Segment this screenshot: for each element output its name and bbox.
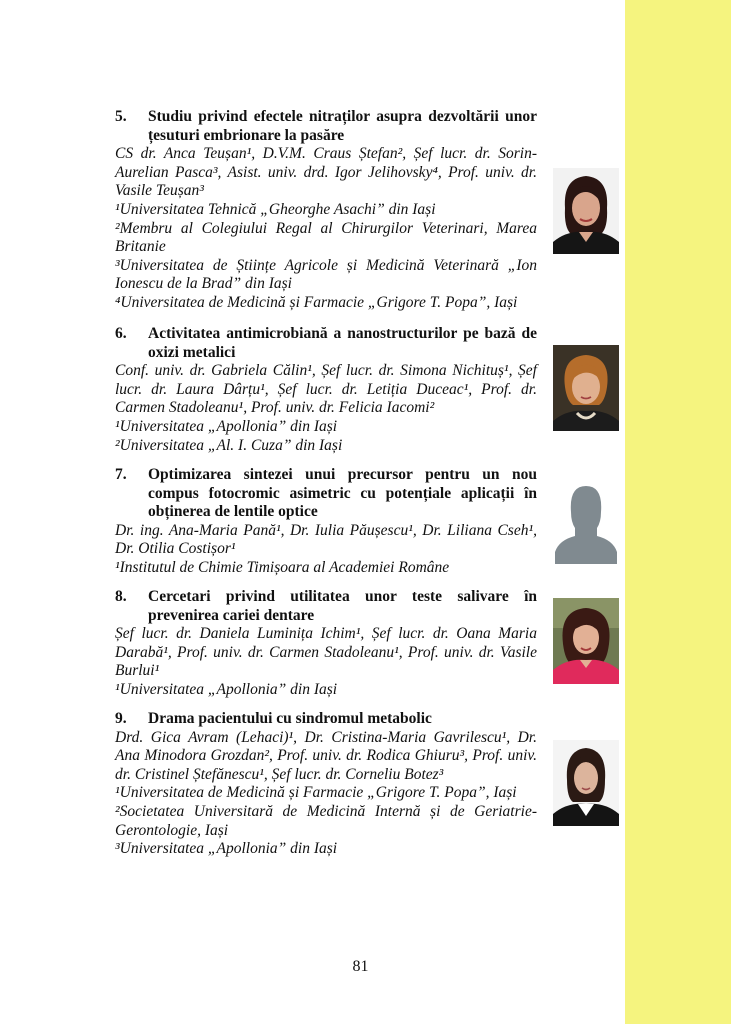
entry-authors: CS dr. Anca Teușan¹, D.V.M. Craus Ștefan², Șef lucr. dr. Sorin-Aurelian Pasca³, Asist. univ. drd. Igor Jelihovsky⁴, Prof. univ. dr. Vasile Teușan³ (115, 145, 537, 200)
entry-authors: Dr. ing. Ana-Maria Pană¹, Dr. Iulia Păușescu¹, Dr. Liliana Cseh¹, Dr. Otilia Costișor¹ (115, 521, 537, 558)
entry-number: 9. (115, 710, 127, 727)
entry-title (115, 466, 537, 522)
author-photo-5 (553, 168, 619, 254)
entry-title-text: Drama pacientului cu sindromul metabolic (148, 710, 432, 727)
abstract-entry-5 (115, 108, 537, 313)
entry-affiliation: ⁴Universitatea de Medicină și Farmacie „Grigore T. Popa”, Iași (115, 293, 518, 311)
entry-affiliation: ²Membru al Colegiului Regal al Chirurgilor Veterinari, Marea Britanie (115, 219, 537, 256)
entry-title-text: Cercetari privind utilitatea unor teste salivare în prevenirea cariei dentare (148, 588, 537, 624)
placeholder-silhouette-icon (553, 478, 619, 564)
portrait-photo (553, 740, 619, 826)
entry-number: 5. (115, 108, 127, 125)
entry-title (115, 588, 537, 625)
entry-title (115, 108, 537, 145)
entry-affiliation: ²Societatea Universitară de Medicină Internă și de Geriatrie-Gerontologie, Iași (115, 802, 537, 839)
abstract-entry-6 (115, 325, 537, 455)
entry-title (115, 710, 537, 729)
author-photo-8 (553, 598, 619, 684)
author-photo-7 (553, 478, 619, 564)
portrait-photo (553, 168, 619, 254)
entry-affiliation: ³Universitatea „Apollonia” din Iași (115, 840, 338, 858)
entry-affiliation: ¹Universitatea de Medicină și Farmacie „Grigore T. Popa”, Iași (115, 784, 517, 802)
entry-affiliation: ¹Institutul de Chimie Timișoara al Academiei Române (115, 558, 450, 576)
entry-affiliation: ²Universitatea „Al. I. Cuza” din Iași (115, 436, 343, 454)
entry-number: 8. (115, 588, 127, 605)
entry-title-text: Activitatea antimicrobiană a nanostructurilor pe bază de oxizi metalici (148, 325, 537, 361)
entry-title (115, 325, 537, 362)
entry-title-text: Optimizarea sintezei unui precursor pentru un nou compus fotocromic asimetric cu potențiale aplicații în obținerea de lentile optice (148, 466, 537, 521)
page-edge-sidebar (625, 0, 731, 1024)
entry-affiliation: ³Universitatea de Științe Agricole și Medicină Veterinară „Ion Ionescu de la Brad” din Iași (115, 256, 537, 293)
entry-affiliation: ¹Universitatea „Apollonia” din Iași (115, 417, 338, 435)
portrait-photo (553, 345, 619, 431)
entry-number: 7. (115, 466, 127, 483)
entry-authors: Șef lucr. dr. Daniela Luminița Ichim¹, Șef lucr. dr. Oana Maria Darabă¹, Prof. univ. dr. Carmen Stadoleanu¹, Prof. univ. dr. Vasile Burlui¹ (115, 625, 537, 680)
abstract-entry-7 (115, 466, 537, 578)
portrait-photo (553, 598, 619, 684)
entry-authors: Conf. univ. dr. Gabriela Călin¹, Șef lucr. dr. Simona Nichituș¹, Șef lucr. dr. Laura Dârțu¹, Șef lucr. dr. Letiția Duceac¹, Prof. dr. Carmen Stadoleanu¹, Prof. univ. dr. Felicia Iacomi² (115, 362, 537, 417)
entry-authors: Drd. Gica Avram (Lehaci)¹, Dr. Cristina-Maria Gavrilescu¹, Dr. Ana Minodora Grozdan², Prof. univ. dr. Rodica Ghiuru³, Prof. univ. dr. Cristinel Ștefănescu¹, Șef lucr. dr. Corneliu Botez³ (115, 728, 537, 783)
author-photo-6 (553, 345, 619, 431)
page-number: 81 (352, 958, 369, 975)
entry-number: 6. (115, 325, 127, 342)
entry-title-text: Studiu privind efectele nitraților asupra dezvoltării unor țesuturi embrionare la pasăre (148, 108, 537, 144)
entry-affiliation: ¹Universitatea Tehnică „Gheorghe Asachi” din Iași (115, 200, 436, 218)
abstract-entry-8 (115, 588, 537, 700)
author-photo-9 (553, 740, 619, 826)
abstract-entry-9 (115, 710, 537, 859)
entry-affiliation: ¹Universitatea „Apollonia” din Iași (115, 680, 338, 698)
